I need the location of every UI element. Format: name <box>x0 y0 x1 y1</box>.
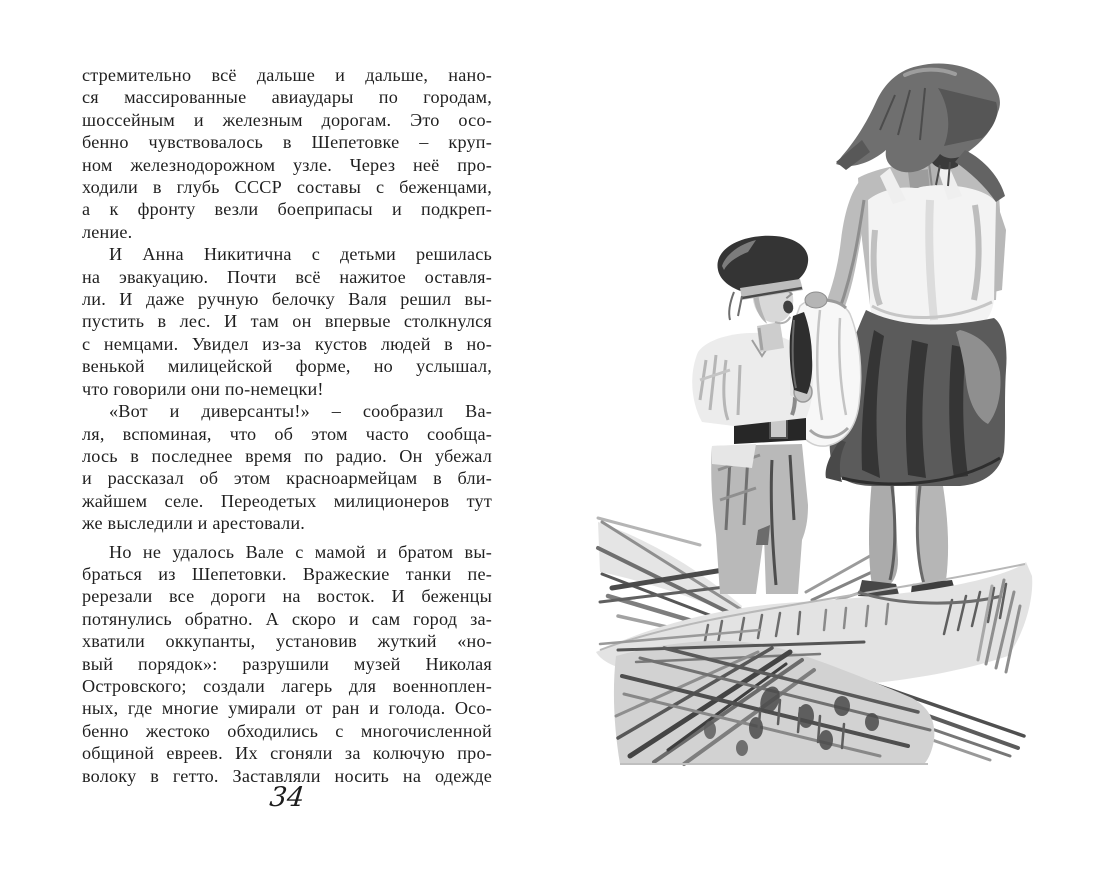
text-line: же выследили и арестовали. <box>82 513 306 534</box>
paragraph <box>82 243 492 400</box>
text-line: шоссейным и железным дорогам. Это осо- <box>82 109 492 130</box>
woman-legs <box>858 480 958 602</box>
text-line: ся массированные авиаудары по городам, <box>82 87 492 108</box>
text-line: И Анна Никитична с детьми решилась <box>109 244 492 265</box>
boy-figure <box>692 236 813 594</box>
text-line: бенно чувствовалось в Шепетовке – круп- <box>82 132 492 153</box>
boy-trousers <box>711 444 808 594</box>
text-line: Островского; создали лагерь для военноплен- <box>82 675 492 696</box>
text-line: ном железнодорожном узле. Через неё про- <box>82 154 492 175</box>
text-line: с немцами. Увидел из-за кустов людей в но- <box>82 333 492 354</box>
text-line: ление. <box>82 221 133 242</box>
paragraph <box>82 541 492 787</box>
paragraph <box>82 400 492 534</box>
text-line: стремительно всё дальше и дальше, нано- <box>82 65 492 85</box>
text-line: общиной евреев. Их сгоняли за колючую про- <box>82 743 492 764</box>
text-line: ля, вспоминая, что об этом часто сообща- <box>82 423 492 444</box>
page-number: 34 <box>268 782 306 813</box>
text-line: жайшем селе. Переодетых милиционеров тут <box>82 490 492 511</box>
text-line: волоку в гетто. Заставляли носить на одежде <box>82 765 492 786</box>
text-line: что говорили они по-немецки! <box>82 378 324 399</box>
text-line: и рассказал об этом красноармейцам в бли- <box>82 468 492 489</box>
paragraph <box>82 64 492 243</box>
text-line: бенно жестоко обходились с многочисленной <box>82 720 492 741</box>
text-line: пустить в лес. И там он впервые столкнулся <box>82 311 492 332</box>
text-line: венькой милицейской форме, но услышал, <box>82 356 492 377</box>
text-line: ных, где многие умирали от ран и голода. Осо- <box>82 698 492 719</box>
text-line: ходили в глубь СССР составы с беженцами, <box>82 177 492 198</box>
text-line: на эвакуацию. Почти всё нажитое оставля- <box>82 266 492 287</box>
illustration-woman-and-boy-on-hay <box>560 55 1100 795</box>
text-line: ререзали все дороги на восток. И беженцы <box>82 586 492 607</box>
text-line: «Вот и диверсанты!» – сообразил Ва- <box>109 401 492 422</box>
text-line: ли. И даже ручную белочку Валя решил вы- <box>82 289 492 310</box>
text-line: а к фронту везли боеприпасы и подкреп- <box>82 199 492 220</box>
text-line: Но не удалось Вале с мамой и братом вы- <box>109 541 492 562</box>
text-line: браться из Шепетовки. Вражеские танки пе- <box>82 563 492 584</box>
woman-figure <box>787 64 1006 602</box>
text-line: потянулись обратно. А скоро и сам город за- <box>82 608 492 629</box>
text-column <box>82 64 492 787</box>
text-line: лось в последнее время по радио. Он убежал <box>82 445 492 466</box>
text-line: хватили оккупанты, установив жуткий «но- <box>82 631 492 652</box>
text-line: вый порядок»: разрушили музей Николая <box>82 653 492 674</box>
